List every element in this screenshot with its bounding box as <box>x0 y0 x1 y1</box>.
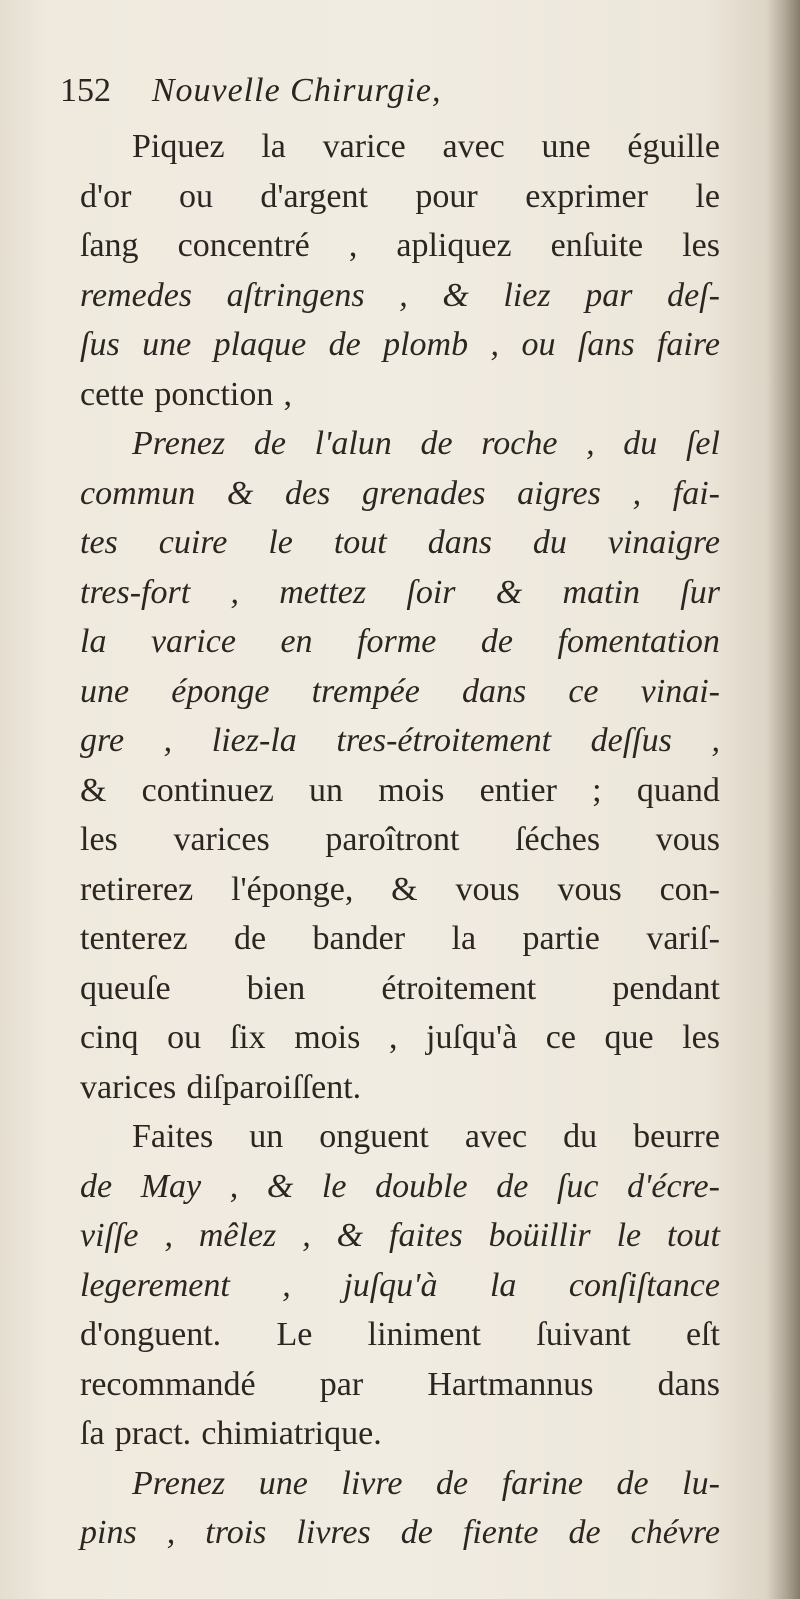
text-line: tenterez de bander la partie variſ- <box>80 920 720 957</box>
text-line: commun & des grenades aigres , fai- <box>80 474 720 512</box>
text-line: Prenez de l'alun de roche , du ſel <box>132 425 720 462</box>
text-line: les varices paroîtront ſéches vous <box>80 821 720 858</box>
text-line: retirerez l'éponge, & vous vous con- <box>80 870 720 908</box>
text-line: ſa pract. chimiatrique. <box>80 1415 382 1452</box>
text-line: pins , trois livres de fiente de chévre <box>80 1514 720 1551</box>
text-line: legerement , juſqu'à la conſiſtance <box>80 1266 720 1304</box>
text-line: gre , liez-la tres-étroitement deſſus , <box>80 722 720 759</box>
text-line: ſus une plaque de plomb , ou ſans faire <box>80 326 720 363</box>
text-line: queuſe bien étroitement pendant <box>80 969 720 1007</box>
text-line: la varice en forme de fomentation <box>80 623 720 660</box>
running-title: Nouvelle Chirurgie, <box>151 72 442 109</box>
text-line: de May , & le double de ſuc d'écre- <box>80 1167 720 1205</box>
text-line: Piquez la varice avec une éguille <box>132 128 720 165</box>
text-line: Faites un onguent avec du beurre <box>132 1118 720 1155</box>
page-gutter-shadow <box>766 0 800 1599</box>
text-line: remedes aſtringens , & liez par deſ- <box>80 276 720 314</box>
text-line: d'onguent. Le liniment ſuivant eſt <box>80 1316 720 1353</box>
text-line: viſſe , mêlez , & faites boüillir le tout <box>80 1217 720 1254</box>
text-line: cette ponction , <box>80 375 293 413</box>
text-line: & continuez un mois entier ; quand <box>80 771 720 809</box>
text-line: tres-fort , mettez ſoir & matin ſur <box>80 573 720 611</box>
page-header <box>60 70 442 110</box>
text-line: tes cuire le tout dans du vinaigre <box>80 524 720 561</box>
text-line: varices diſparoiſſent. <box>80 1068 362 1106</box>
text-line: d'or ou d'argent pour exprimer le <box>80 177 720 215</box>
page-number: 152 <box>60 72 111 109</box>
text-line: cinq ou ſix mois , juſqu'à ce que les <box>80 1019 720 1056</box>
text-line: ſang concentré , apliquez enſuite les <box>80 227 720 264</box>
text-line: une éponge trempée dans ce vinai- <box>80 672 720 710</box>
body-text <box>80 122 720 1558</box>
text-line: recommandé par Hartmannus dans <box>80 1365 720 1403</box>
text-line: Prenez une livre de farine de lu- <box>132 1464 720 1502</box>
